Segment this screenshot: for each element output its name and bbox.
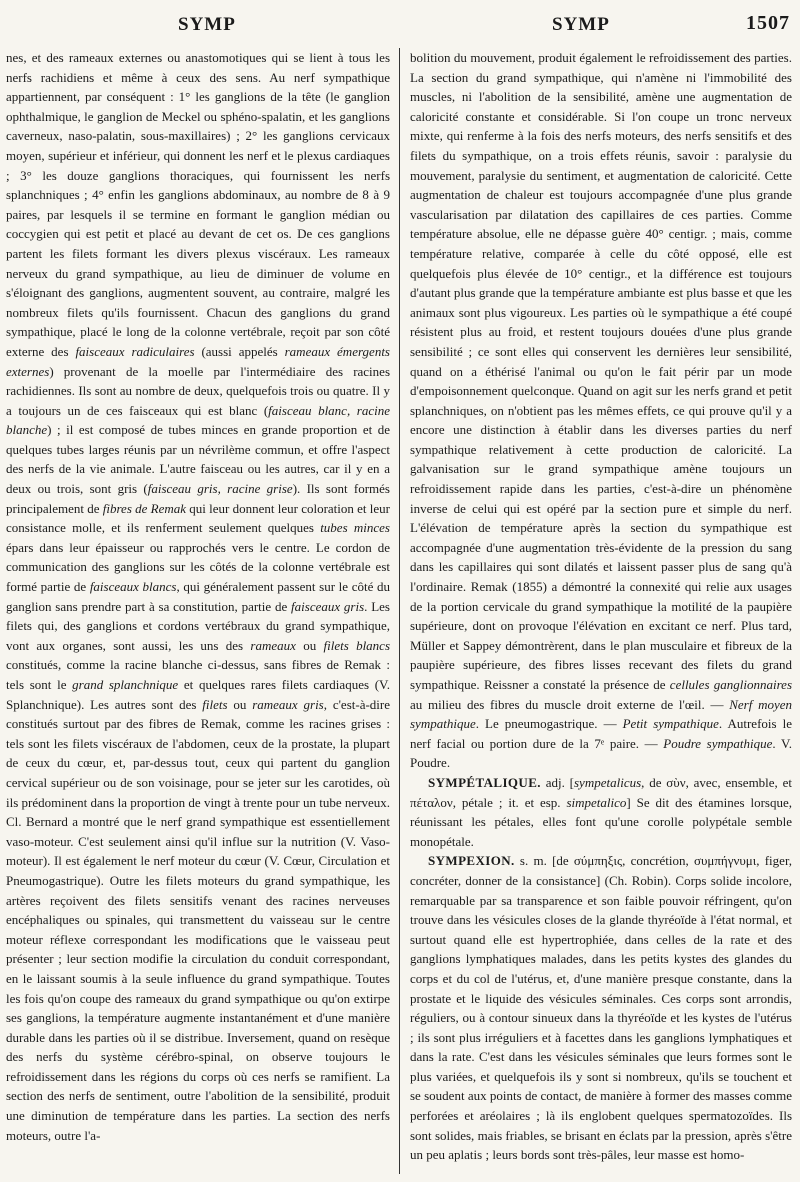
sympathique-continuation-right: bolition du mouvement, produit également le refroidissement des parties. La section du grand sympathique, qui n'amène ni l'immobilité des muscles, ni l'abolition de la sensibilité, amène une augmentation de caloricité constante et considérable. Si l'on coupe un tronc nerveux mixte, qui renferme à la fois des nerfs moteurs, des nerfs sensitifs et des filets du sympathique, on a trois effets réunis, savoir : paralysie du mouvement, paralysie du sentiment, et augmentation de caloricité. Cette augmentation de chaleur est toujours accompagnée d'une plus grande vascularisation par dilatation des capillaires de ces parties. Comme température absolue, elle ne dépasse guère 40° centigr. ; mais, comme température relative, comparée à celle du côté opposé, elle est quelquefois plus élevée de 10° centigr., et la différence est toujours d'autant plus grande que la température ambiante est plus basse et que les animaux sont plus vigoureux. Les parties où le sympathique a été coupé résistent plus au froid, et restent toujours douées d'une plus grande sensibilité ; ce sont elles qui conservent les dernières leur sensibilité, quand on a éthérisé l'animal ou qu'on le fait périr par un mode d'empoisonnement quelconque. Quand on agit sur les nerfs grand et petit splanchniques, on n'obtient pas les mêmes effets, ce qui prouve qu'il y a encore une distinction à établir dans les diverses parties du nerf sympathique relativement à cette production de caloricité. La galvanisation sur le grand sympathique amène toujours un refroidissement rapide dans les parties, c'est-à-dire un phénomène inverse de celui qui est opéré par la section pure et simple du nerf. L'élévation de température après la section du sympathique est accompagnée d'une augmentation très-évidente de la pression du sang dans les capillaires qui sont dilatés et laissent passer plus de sang qu'à l'ordinaire. Remak (1855) a démontré la connexité qui relie aux usages de la portion cervicale du grand sympathique la motilité de la paupière supérieure, dont on provoque l'élévation en excitant ce nerf. Plus tard, Müller et Sappey démontrèrent, dans le plan musculaire et fibreux de la paupière supérieure, des fibres lisses recevant des filets du grand sympathique. Reissner a constaté la présence de cellules ganglionnaires au milieu des fibres du muscle droit externe de l'œil. — Nerf moyen sympathique. Le pneumogastrique. — Petit sympathique. Autrefois le nerf facial ou portion dure de la 7ᵉ paire. — Poudre sympathique. V. Poudre. (410, 50, 792, 771)
entry-sympetalique: SYMPÉTALIQUE. adj. [sympetalicus, de σὺν, avec, ensemble, et πέταλον, pétale ; it. et esp. simpetalico] Se dit des étamines lorsque, réunissant les pétales, elles font qu'une corolle polypétale semble monopétale. (410, 774, 792, 849)
sympathique-continuation: nes, et des rameaux externes ou anastomotiques qui se lient à tous les nerfs rachidiens et même à ceux des sens. Au nerf sympathique appartiennent, par conséquent : 1° les ganglions de la tête (le ganglion ophthalmique, le ganglion de Meckel ou sphéno-spalatin, et les ganglions caverneux, naso-palatin, sous-maxillaires) ; 2° les ganglions cervicaux moyen, supérieur et inférieur, qui donnent les nerf et le plexus cardiaques ; 3° les douze ganglions thoraciques, qui fournissent les nerfs splanchniques ; 4° enfin les ganglions abdominaux, au nombre de 8 à 9 paires, par lesquels il se termine en formant le ganglion médian ou coccygien qui est petit et placé au devant de cet os. De ces ganglions partent les filets formant les divers plexus viscéraux. Les rameaux nerveux du grand sympathique, au lieu de diminuer de volume en s'éloignant des ganglions, augmentent souvent, au contraire, malgré les nombreux filets qu'ils fournissent. Chacun des ganglions du grand sympathique, placé le long de la colonne vertébrale, reçoit par son côté externe des faisceaux radiculaires (aussi appelés rameaux émergents externes) provenant de la moelle par l'intermédiaire des racines rachidiennes. Ils sont au nombre de deux, quelquefois trois ou quatre. Il y a toujours un de ces faisceaux qui est blanc (faisceau blanc, racine blanche) ; il est composé de tubes minces en grande proportion et de quelques tubes larges réunis par un névrilème commun, et offre l'aspect des nerfs de la vie animale. L'autre faisceau ou les autres, car il y en a deux ou trois, sont gris (faisceau gris, racine grise). Ils sont formés principalement de fibres de Remak qui leur donnent leur coloration et leur consistance molle, et ils renferment seulement quelques tubes minces épars dans leur épaisseur ou rapprochés vers le centre. Le cordon de communication des ganglions sur les côtés de la colonne vertébrale est formé partie de faisceaux blancs, qui généralement passent sur le côté du ganglion sans prendre part à sa constitution, partie de faisceaux gris. Les filets qui, des ganglions et cordons vertébraux du grand sympathique, vont aux organes, sont aussi, les uns des rameaux ou filets blancs constitués, comme la racine blanche ci-dessus, sans fibres de Remak : tels sont le grand splanchnique et quelques rares filets cardiaques (V. Splanchnique). Les autres sont des filets ou rameaux gris, c'est-à-dire constitués surtout par des fibres de Remak, comme les racines grises : tels sont les filets viscéraux de l'abdomen, ceux de la prostate, la plupart de ceux du cœur, et, par-dessus tout, ceux qui partent du ganglion cervical supérieur ou de son voisinage, pour se jeter sur les carotides, où ils prédominent dans la proportion de vingt à trente pour un tube nerveux. Cl. Bernard a montré que le nerf grand sympathique est essentiellement vaso-moteur. C'est seulement ainsi qu'il influe sur la nutrition (V. Vaso-moteur). Il est également le nerf moteur du cœur (V. Cœur, Circulation et Pneumogastrique). Outre les filets moteurs du grand sympathique, les artères reçoivent des filets sensitifs venant des racines nerveuses encéphaliques ou spinales, qui transmettent du vaisseau sur le centre moteur réflexe correspondant les modifications que le vaisseau peut présenter ; leur section modifie la circulation du conduit correspondant, en le laissant soumis à la seule influence du grand sympathique. Toutes les fois qu'on coupe des rameaux du grand sympathique ou qu'on extirpe ses ganglions, la température augmente instantanément et d'une manière durable dans les parties où il se distribue. Inversement, quand on resèque des nerfs du système cérébro-spinal, on observe toujours le refroidissement dans les régions du corps où ces nerfs se ramifient. La section des nerfs de sentiment, outre l'abolition de la sensibilité, produit une diminution de température dans les parties. La section des nerfs moteurs, outre l'a- (6, 50, 390, 1143)
column-divider (399, 48, 400, 1174)
entry-sympexion: SYMPEXION. s. m. [de σύμπηξις, concrétion, συμπήγνυμι, figer, concréter, donner de la consistance] (Ch. Robin). Corps solide incolore, remarquable par sa transparence et son faible pouvoir réfringent, qu'on trouve dans les vésicules closes de la glande thyréoïde à l'état normal, et surtout quand elle est hypertrophiée, dans celles de la rate et des ganglions lymphatiques malades, dans les petits kystes des glandes du corps et du col de l'utérus, et, d'une manière presque constante, dans la prostate et le liquide des vésicules séminales. Ces corps sont arrondis, réguliers, ou à contour sinueux dans la thyréoïde et les kystes de l'utérus ; ils sont plus irréguliers et à facettes dans les ganglions lymphatiques et dans la rate. C'est dans les vésicules séminales que leurs formes sont le plus variées, et quelquefois ils y sont si nombreux, qu'ils se touchent et se soudent aux points de contact, de manière à former des masses comme perforées et aréolaires ; là ils englobent quelques spermatozoïdes. Ils sont solides, mais friables, se brisant en éclats par la pression, après s'être un peu aplatis ; leurs bords sont très-pâles, leur masse est homo- (410, 853, 792, 1163)
running-head-right: SYMP (552, 14, 610, 35)
right-column (410, 48, 792, 1182)
headword-sympexion: SYMPEXION. (428, 853, 515, 869)
running-head-left: SYMP (178, 14, 236, 35)
left-column (6, 48, 390, 1182)
headword-sympetalique: SYMPÉTALIQUE. (428, 774, 541, 790)
page-number: 1507 (746, 12, 790, 34)
